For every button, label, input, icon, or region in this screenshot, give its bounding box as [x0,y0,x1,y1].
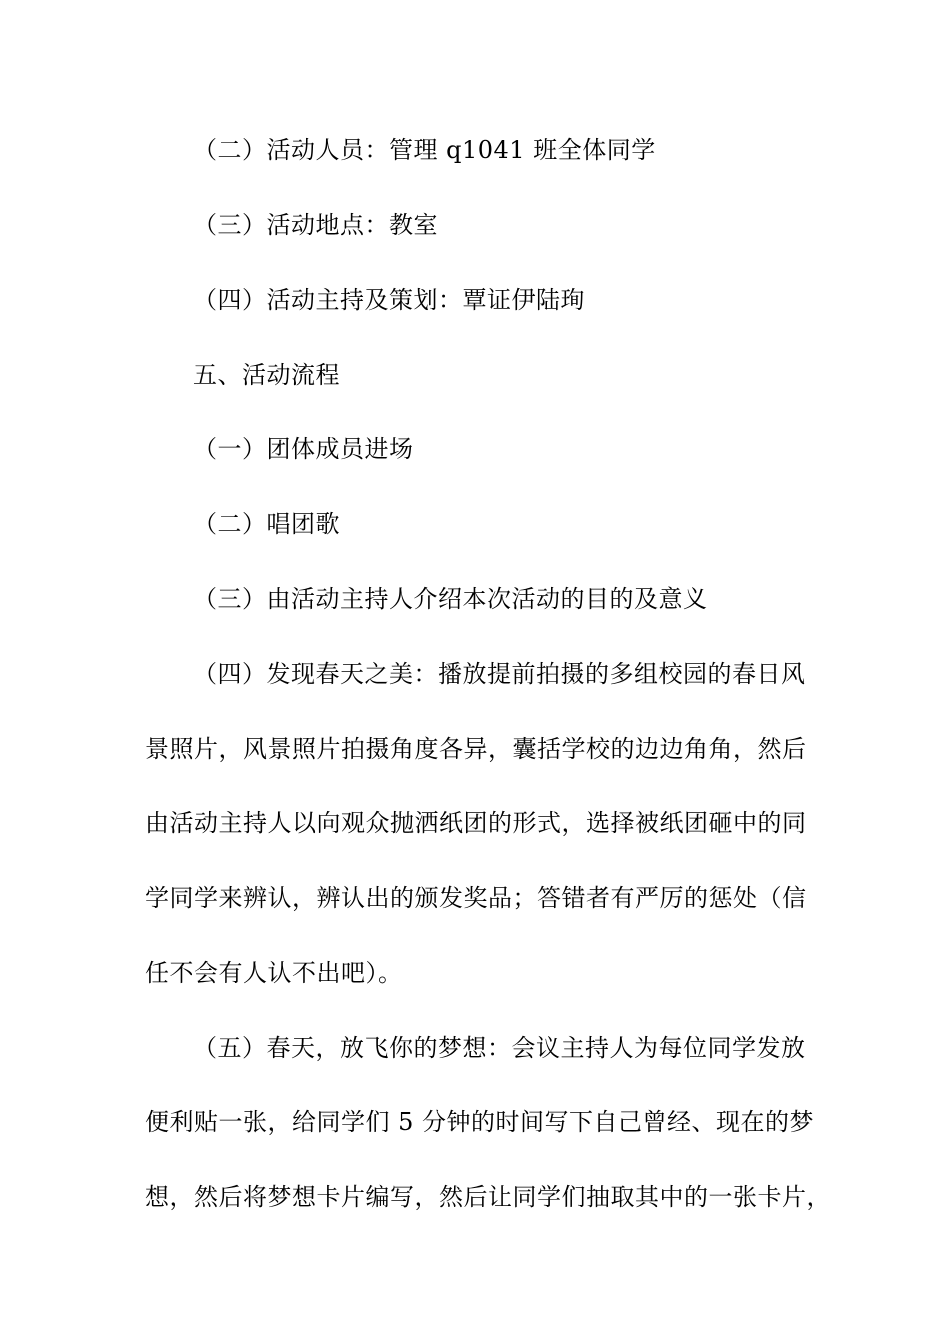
item-host-planner: （四）活动主持及策划：覃证伊陆珣 [193,286,585,314]
paragraph-spring-beauty-line-5: 任不会有人认不出吧）。 [145,959,403,987]
paragraph-spring-beauty-line-3: 由活动主持人以向观众抛洒纸团的形式，选择被纸团砸中的同 [145,809,807,837]
item-location: （三）活动地点：教室 [193,211,438,239]
step-sing-song: （二）唱团歌 [193,510,340,538]
paragraph-spring-beauty-line-4: 学同学来辨认，辨认出的颁发奖品；答错者有严厉的惩处（信 [145,884,807,912]
paragraph-dreams-line-1: （五）春天，放飞你的梦想：会议主持人为每位同学发放 [193,1034,806,1062]
paragraph-spring-beauty-line-2: 景照片，风景照片拍摄角度各异，囊括学校的边边角角，然后 [145,735,807,763]
item-participants: （二）活动人员：管理 q1041 班全体同学 [193,136,656,164]
paragraph-dreams-line-2: 便利贴一张，给同学们 5 分钟的时间写下自己曾经、现在的梦 [145,1108,815,1136]
step-members-enter: （一）团体成员进场 [193,435,414,463]
section-heading-activity-process: 五、活动流程 [193,361,340,389]
paragraph-spring-beauty-line-1: （四）发现春天之美：播放提前拍摄的多组校园的春日风 [193,660,806,688]
step-introduction: （三）由活动主持人介绍本次活动的目的及意义 [193,585,708,613]
paragraph-dreams-line-3: 想，然后将梦想卡片编写，然后让同学们抽取其中的一张卡片， [145,1183,831,1211]
